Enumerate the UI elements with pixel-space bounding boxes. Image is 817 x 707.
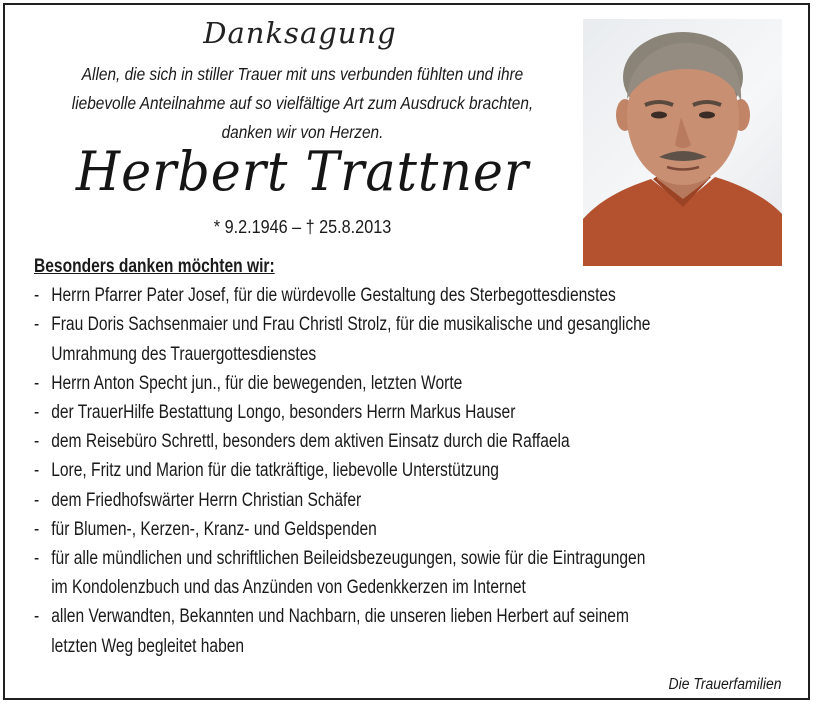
list-item — [34, 281, 657, 310]
intro-line: danken wir von Herzen. — [221, 122, 384, 142]
list-item-line: dem Friedhofswärter Herrn Christian Schäfer — [51, 489, 362, 511]
list-dash: - — [34, 314, 40, 336]
list-item-line: für Blumen-, Kerzen-, Kranz- und Geldspenden — [51, 518, 377, 540]
list-dash: - — [34, 460, 40, 482]
notice-heading: Danksagung — [203, 16, 397, 50]
thanks-section — [34, 252, 657, 661]
list-dash: - — [34, 372, 40, 394]
list-dash: - — [34, 548, 40, 570]
list-item — [34, 544, 657, 602]
list-item — [34, 456, 657, 485]
list-dash: - — [34, 518, 40, 540]
list-item-text — [51, 398, 657, 427]
list-item-text — [51, 369, 657, 398]
list-dash: - — [34, 402, 40, 424]
portrait-illustration — [583, 19, 782, 266]
list-item — [34, 486, 657, 515]
list-item-line: für alle mündlichen und schriftlichen Beileidsbezeugungen, sowie für die Eintragungen — [51, 548, 646, 570]
list-dash: - — [34, 489, 40, 511]
list-item-line: Herrn Anton Specht jun., für die bewegenden, letzten Worte — [51, 372, 463, 394]
list-item-line: der TrauerHilfe Bestattung Longo, besonders Herrn Markus Hauser — [51, 402, 516, 424]
list-item-text — [51, 515, 657, 544]
portrait-photo — [583, 19, 782, 266]
list-item — [34, 310, 657, 368]
list-item-text — [51, 544, 657, 602]
list-item-line: Lore, Fritz und Marion für die tatkräftige, liebevolle Unterstützung — [51, 460, 499, 482]
list-item — [34, 602, 657, 660]
intro-line: liebevolle Anteilnahme auf so vielfältige Art zum Ausdruck brachten, — [71, 93, 534, 113]
list-item-line: Umrahmung des Trauergottesdienstes — [51, 343, 317, 365]
list-dash: - — [34, 606, 40, 628]
intro-line: Allen, die sich in stiller Trauer mit uns verbunden fühlten und ihre — [81, 64, 524, 84]
list-item-line: Herrn Pfarrer Pater Josef, für die würdevolle Gestaltung des Sterbegottesdienstes — [51, 285, 616, 307]
list-item — [34, 427, 657, 456]
list-item-text — [51, 602, 657, 660]
list-item-text — [51, 486, 657, 515]
list-dash: - — [34, 431, 40, 453]
life-dates: * 9.2.1946 – † 25.8.2013 — [213, 217, 392, 237]
list-item-text — [51, 427, 657, 456]
list-item — [34, 398, 657, 427]
intro-text — [72, 60, 534, 147]
deceased-name: Herbert Trattner — [75, 140, 530, 203]
thanks-heading: Besonders danken möchten wir: — [34, 256, 275, 277]
list-item-line: Frau Doris Sachsenmaier und Frau Christl Strolz, für die musikalische und gesangliche — [51, 314, 651, 336]
list-item-line: letzten Weg begleitet haben — [51, 635, 245, 657]
list-item-line: im Kondolenzbuch und das Anzünden von Gedenkkerzen im Internet — [51, 577, 526, 599]
list-item-text — [51, 310, 657, 368]
list-item-text — [51, 456, 657, 485]
signature: Die Trauerfamilien — [668, 676, 781, 693]
list-item-text — [51, 281, 657, 310]
list-item-line: allen Verwandten, Bekannten und Nachbarn, die unseren lieben Herbert auf seinem — [51, 606, 629, 628]
list-item — [34, 369, 657, 398]
list-item-line: dem Reisebüro Schrettl, besonders dem aktiven Einsatz durch die Raffaela — [51, 431, 570, 453]
list-dash: - — [34, 285, 40, 307]
list-item — [34, 515, 657, 544]
